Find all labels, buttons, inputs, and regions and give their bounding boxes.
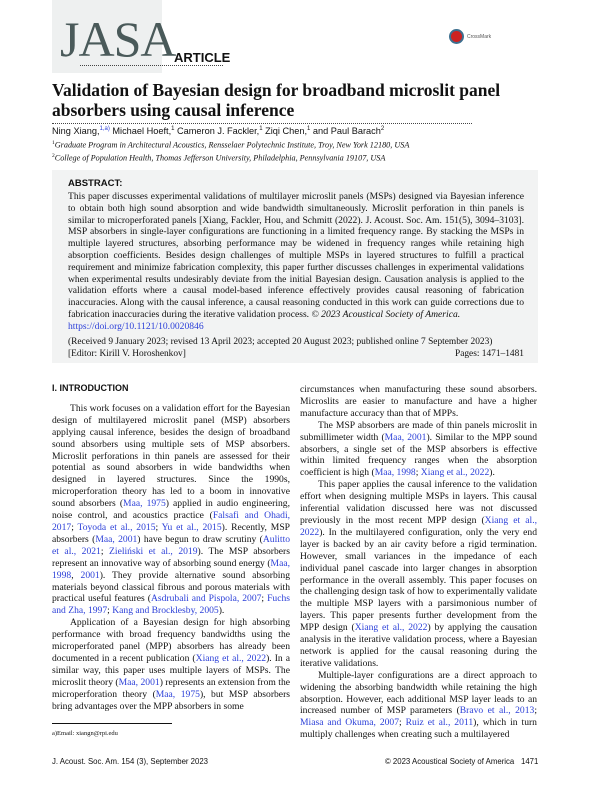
citation-link[interactable]: Falsafi and Ohadi, 2017	[52, 510, 291, 533]
body-paragraph	[300, 479, 537, 670]
author-name: Ziqi Chen,	[262, 126, 308, 137]
body-text: ;	[107, 605, 113, 617]
crossmark-label: CrossMark	[467, 33, 492, 40]
body-text: ), which in turn multiply challenges when creating such a multilayered	[300, 717, 537, 741]
crossmark-icon	[449, 29, 464, 44]
citation-link[interactable]: Maa, 1975	[155, 688, 200, 700]
footer-citation: J. Acoust. Soc. Am. 154 (3), September 2023	[52, 757, 209, 766]
abstract-heading: ABSTRACT:	[68, 178, 123, 189]
affiliation-marker: 1	[52, 140, 55, 146]
body-text: circumstances when manufacturing these sound absorbers. Microslits are easier to manufacture and have a higher manufacture accuracy than that of MPPs.	[300, 384, 537, 419]
citation-link[interactable]: Maa, 2001	[95, 533, 138, 545]
body-paragraph	[300, 384, 537, 420]
citation-link[interactable]: Maa, 2001	[384, 431, 427, 443]
author-name: Ning Xiang,	[52, 126, 100, 137]
body-text: ). Similar to the MPP sound absorbers, a single set of the MSP absorbers is effective within limited frequency ranges when the absorption coefficient is high (	[300, 431, 538, 479]
author-name: and Paul Barach	[310, 126, 381, 137]
body-paragraph	[300, 670, 537, 741]
body-text: ). The MSP absorbers represent an innovative way of absorbing sound energy (	[52, 545, 290, 569]
body-text: ), but MSP absorbers bring advantages over the MPP absorbers in some	[52, 688, 290, 712]
citation-link[interactable]: Maa, 2001	[118, 676, 160, 688]
page-number: 1471	[521, 757, 539, 766]
body-text: This work focuses on a validation effort for the Bayesian design of multilayered microslit panel (MSP) absorbers applying causal inference, besides the design of broadband sound absorbers using multiple sets of MSP absorbers. Microslit perforations in thin panels are assessed for their potential as sound absorbers in wide bandwidths when designed in layered structures. Since the 1990s, microperforation theory has led to a boom in innovative sound absorbers (	[52, 402, 290, 510]
citation-link[interactable]: Toyoda et al., 2015	[77, 521, 156, 533]
left-column	[52, 383, 290, 712]
affiliation-marker: 2	[52, 153, 55, 159]
body-text: ). They provide alternative sound absorbing materials beyond classical fibrous and porous materials with practical useful features (	[52, 569, 291, 605]
page-range: Pages: 1471–1481	[454, 348, 524, 359]
editor: [Editor: Kirill V. Horoshenkov]	[68, 348, 186, 359]
abstract-text	[68, 191, 524, 333]
body-paragraph	[300, 420, 537, 480]
body-text: ;	[261, 593, 268, 605]
body-text: ;	[71, 521, 78, 533]
footnote: a)Email: xiangn@rpi.edu	[52, 730, 118, 737]
citation-link[interactable]: Ruiz et al., 2011	[405, 717, 474, 729]
body-text: Application of a Bayesian design for high absorbing performance with broad frequency bandwidths using the microperforated panel (MPP) absorbers has already been documented in a recent publication (	[52, 617, 290, 664]
citation-link[interactable]: Maa, 1998	[52, 557, 290, 581]
citation-link[interactable]: 2001	[80, 569, 100, 581]
affiliation-2	[52, 153, 385, 163]
citation-link[interactable]: Zieliński et al., 2019	[109, 545, 198, 557]
author-affiliation-marker: 1	[307, 126, 311, 132]
body-paragraph	[52, 403, 290, 617]
copyright-note: © 2023 Acoustical Society of America.	[311, 308, 461, 320]
body-text: ;	[534, 705, 537, 717]
body-text: ) by applying the causation analysis in the iterative validation process, where a Bayesian network is applied for the causal reasoning during the iterative validations.	[300, 622, 537, 669]
body-text: ) have begun to draw scrutiny (	[137, 533, 263, 545]
divider	[52, 123, 472, 124]
citation-link[interactable]: Xiang et al., 2022	[195, 652, 267, 664]
crossmark-button[interactable]	[449, 29, 491, 44]
section-heading: I. INTRODUCTION	[52, 383, 129, 393]
citation-link[interactable]: Xiang et al., 2022	[300, 514, 537, 538]
author-affiliation-marker[interactable]: 1,a)	[99, 126, 110, 132]
author-affiliation-marker: 1	[171, 126, 175, 132]
body-text: ;	[100, 545, 110, 557]
section-label: ARTICLE	[174, 50, 231, 65]
body-text: ). In the multilayered configuration, only the very end layer is backed by an air cavity before a rigid termination. However, small variances in the impedance of each individual panel cascade into larger changes in absorption performance in the overall assembly. This paper focuses on the challenging design task of how to experimentally validate the multiple MSP layers with a parsimonious number of layers. This paper presents further development from the MPP design (	[300, 526, 537, 634]
body-paragraph	[52, 617, 290, 712]
body-text: ) represents an extension from the microperforation theory (	[52, 676, 291, 700]
body-text: Multiple-layer configurations are a direct approach to widening the absorbing bandwidth while retaining the high absorption. However, each additional MSP layer leads to an increased number of MSP parameters (	[300, 669, 537, 717]
footer-copyright: © 2023 Acoustical Society of America	[385, 757, 515, 766]
citation-link[interactable]: Maa, 1998	[374, 467, 416, 479]
abstract-box	[52, 170, 538, 363]
citation-link[interactable]: Miasa and Okuma, 2007	[300, 717, 400, 729]
paper-title: Validation of Bayesian design for broadband microslit panel absorbers using causal inference	[52, 80, 501, 120]
affiliation-text: Graduate Program in Architectural Acoustics, Rensselaer Polytechnic Institute, Troy, New York 12180, USA	[54, 140, 410, 150]
body-text: ,	[71, 569, 81, 581]
citation-link[interactable]: Fuchs and Zha, 1997	[52, 593, 290, 617]
body-text: ;	[399, 717, 406, 729]
body-text: The MSP absorbers are made of thin panels microslit in submillimeter width (	[300, 419, 537, 443]
body-text: ) applied in audio engineering, noise control, and acoustics practice (	[52, 498, 290, 522]
body-text: ).	[218, 605, 225, 617]
affiliation-text: College of Population Health, Thomas Jefferson University, Philadelphia, Pennsylvania 19107, USA	[54, 153, 386, 163]
citation-link[interactable]: Xiang et al., 2022	[354, 622, 428, 634]
citation-link[interactable]: Aulitto et al., 2021	[52, 533, 291, 557]
affiliation-1	[52, 140, 409, 150]
right-column	[300, 384, 537, 741]
author-name: Michael Hoeft,	[109, 126, 172, 137]
body-text: ).	[489, 467, 495, 479]
body-text: This paper applies the causal inference to the validation effort when designing multiple MSPs in layers. This causal inferential validation discussed here was not discussed previously in the most recent MPP design (	[300, 479, 537, 526]
abstract-body: This paper discusses experimental validations of multilayer microslit panels (MSPs) designed via Bayesian inference to obtain both high sound absorption and wide bandwidth simultaneously. Microslit perforation in thin panels is similar to microperforated panels [Xiang, Fackler, Hou, and Schmitt (2022). J. Acoust. Soc. Am. 151(5), 3094–3103]. MSP absorbers in single-layer configurations are functioning in a limited frequency range. By stacking the MSPs in multiple layered structures, absorbing performance may be widened in frequency ranges while retaining high absorption coefficients. Besides design challenges of multiple MSPs in layered structures to fulfill a practical requirement and minimize fabrication complexity, this paper further discusses challenges in experimental validations when experimental results undesirably deviate from the initial Bayesian design. Causation analysis is applied to the validation efforts where a causal model-based inference effectively provides causal reasoning of fabrication inaccuracies. Along with the causal inference, a causal reasoning conducted in this work can guide corrections due to fabrication inaccuracies during the iterative validation process.	[68, 191, 524, 320]
received-dates: (Received 9 January 2023; revised 13 April 2023; accepted 20 August 2023; published online 7 September 2023)	[68, 336, 493, 347]
author-affiliation-marker: 1	[259, 126, 263, 132]
body-text: ). In a similar way, this paper uses multiple layers of MSPs. The microslit theory (	[52, 652, 290, 688]
citation-link[interactable]: Bravo et al., 2013	[459, 705, 535, 717]
divider	[80, 65, 223, 66]
citation-link[interactable]: Maa, 1975	[123, 498, 166, 510]
citation-link[interactable]: Yu et al., 2015	[161, 521, 222, 533]
journal-logo: JASA	[60, 11, 176, 67]
author-affiliation-marker: 2	[380, 126, 385, 132]
citation-link[interactable]: Xiang et al., 2022	[420, 467, 490, 479]
footnote-rule	[52, 723, 172, 724]
author-name: Cameron J. Fackler,	[174, 126, 260, 137]
body-text: ). Recently, MSP absorbers (	[52, 521, 290, 545]
citation-link[interactable]: Asdrubali and Pispola, 2007	[150, 593, 262, 605]
author-list	[52, 126, 384, 136]
body-text: ;	[415, 467, 421, 479]
body-text: ;	[155, 521, 162, 533]
citation-link[interactable]: Kang and Brocklesby, 2005	[112, 605, 219, 617]
doi-link[interactable]: https://doi.org/10.1121/10.0020846	[68, 320, 204, 332]
